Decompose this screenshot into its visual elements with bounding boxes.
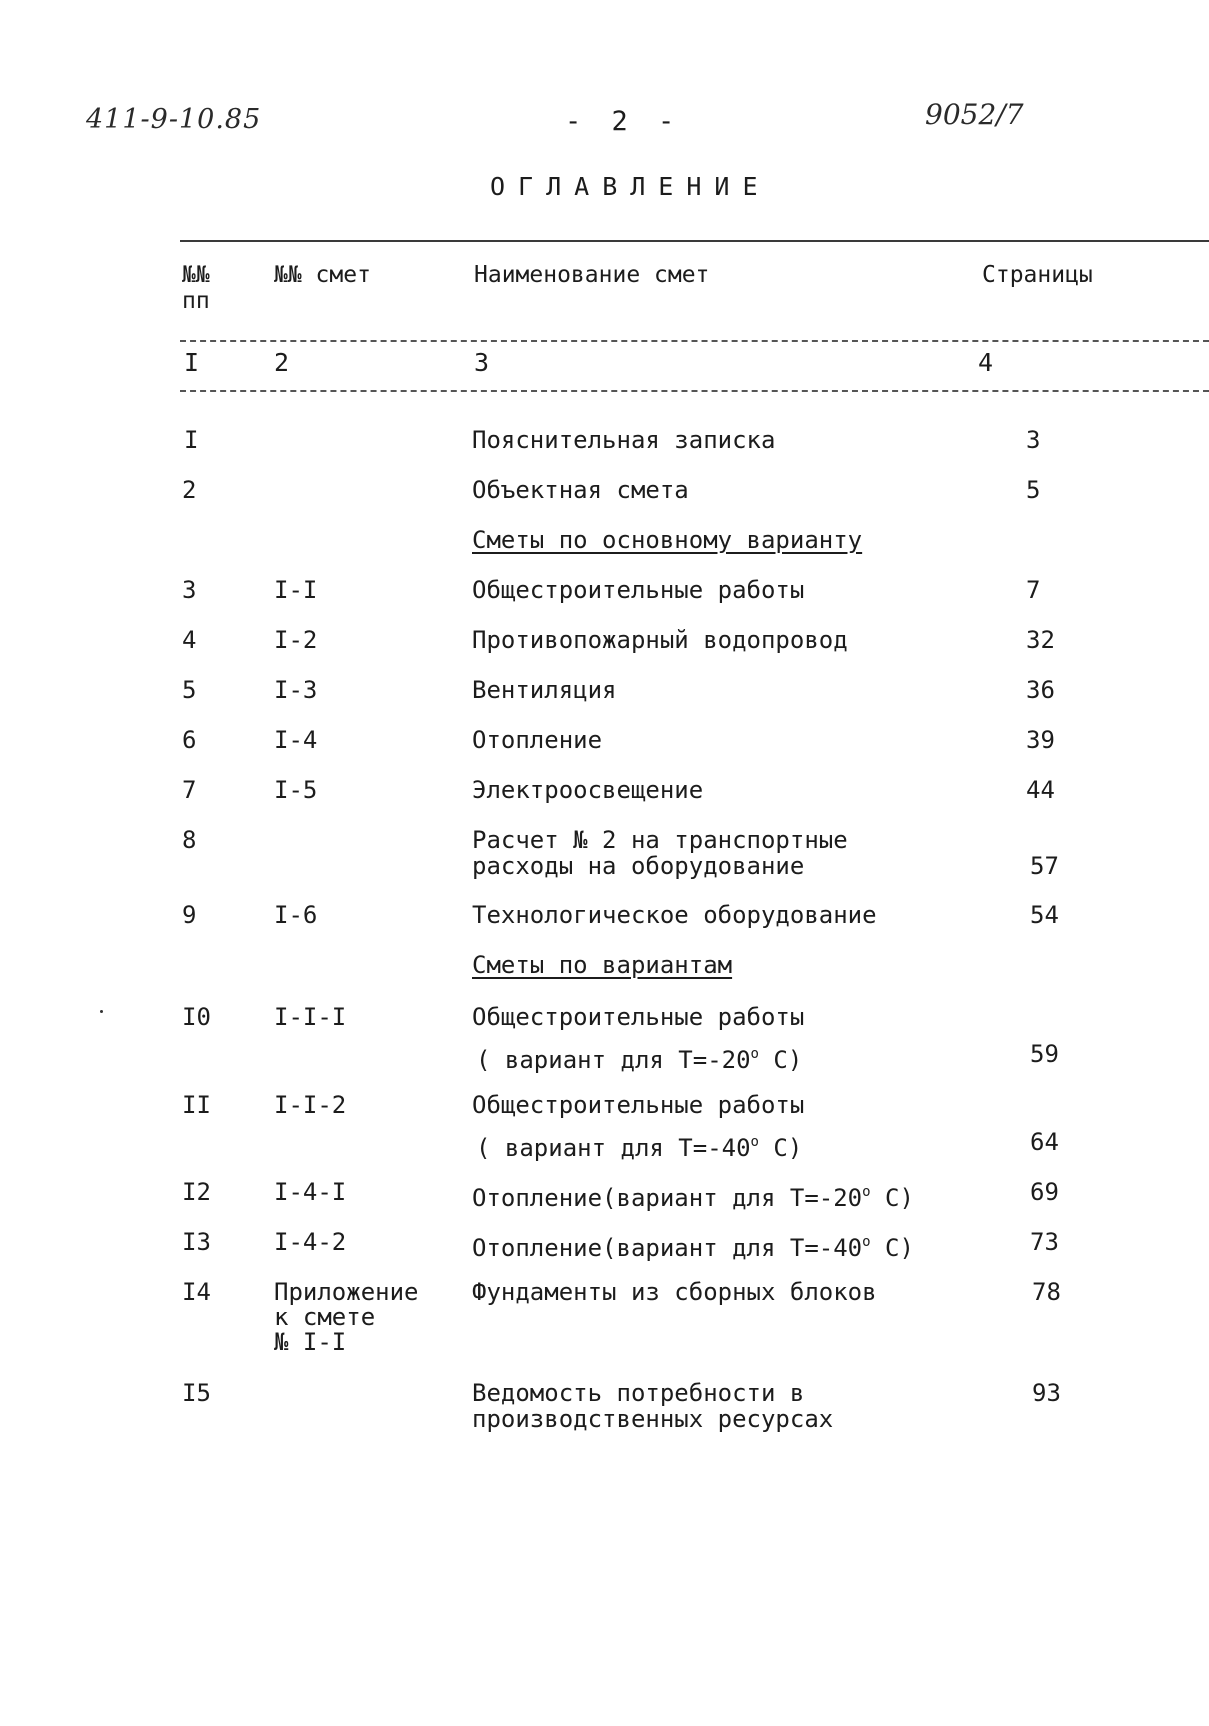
page-number: - 2 - [565,106,675,137]
column-number-rule [180,390,1209,392]
row-page: 3 [1026,426,1041,454]
row-estimate: I-I [274,576,318,604]
row-page: 73 [1030,1228,1059,1256]
row-name: Противопожарный водопровод [472,626,848,654]
row-name: Отопление(вариант для $Т=-20^o$ С) [472,1184,914,1212]
row-estimate: I-6 [274,901,318,929]
col-number-3: 3 [474,348,490,377]
row-number: 5 [182,676,197,704]
row-name: Отопление [472,726,603,754]
row-name: Объектная смета [472,476,689,504]
row-page: 57 [1030,852,1059,880]
row-page: 78 [1032,1278,1061,1306]
row-page: 36 [1026,676,1055,704]
row-estimate: I-5 [274,776,318,804]
row-estimate: I-3 [274,676,318,704]
table-top-rule [180,240,1209,242]
row-name: Электроосвещение [472,776,704,804]
row-page: 32 [1026,626,1055,654]
row-estimate: I-I-I [274,1003,347,1031]
row-name-line1: Ведомость потребности в [472,1379,805,1407]
row-name-line1: Расчет № 2 на транспортные [472,826,848,854]
row-name: Технологическое оборудование [472,901,877,929]
row-number: I5 [182,1379,211,1407]
col-header-name: Наименование смет [474,262,710,288]
row-number: I2 [182,1178,211,1206]
col-number-1: I [184,348,200,377]
row-number: I [184,426,199,454]
row-number: II [182,1091,211,1119]
row-page: 64 [1030,1128,1059,1156]
row-number: I3 [182,1228,211,1256]
col-number-2: 2 [274,348,290,377]
row-name: Фундаменты из сборных блоков [472,1278,877,1306]
row-estimate-line2: к смете [274,1303,376,1331]
row-name: Пояснительная записка [472,426,776,454]
row-estimate: I-I-2 [274,1091,347,1119]
row-number: 4 [182,626,197,654]
row-number: 6 [182,726,197,754]
row-number: I0 [182,1003,211,1031]
row-page: 44 [1026,776,1055,804]
row-page: 59 [1030,1040,1059,1068]
row-estimate-line1: Приложение [274,1278,419,1306]
col-number-4: 4 [978,348,994,377]
row-estimate: I-4-2 [274,1228,347,1256]
row-number: 7 [182,776,197,804]
row-page: 7 [1026,576,1041,604]
row-number: 3 [182,576,197,604]
row-page: 39 [1026,726,1055,754]
row-name-line2: расходы на оборудование [472,852,805,880]
row-estimate-line3: № I-I [274,1328,347,1356]
sheet-number: 9052/7 [925,98,1024,131]
row-name-line2: ( вариант для $Т=-20^o$ С) [476,1046,803,1074]
row-page: 5 [1026,476,1041,504]
page-title: ОГЛАВЛЕНИЕ [490,172,771,201]
row-page: 93 [1032,1379,1061,1407]
row-name-line1: Общестроительные работы [472,1003,805,1031]
col-header-pages: Страницы [982,262,1093,288]
row-name: Отопление(вариант для $Т=-40^o$ С) [472,1234,914,1262]
section-heading-variants: Сметы по вариантам [472,951,733,979]
row-number: I4 [182,1278,211,1306]
row-name-line2: производственных ресурсах [472,1405,834,1433]
header-divider-rule [180,340,1209,342]
row-estimate: I-4-I [274,1178,347,1206]
row-number: 9 [182,901,197,929]
row-page: 54 [1030,901,1059,929]
row-number: 8 [182,826,197,854]
section-heading-main: Сметы по основному варианту [472,526,863,554]
scan-speck [100,1010,103,1013]
row-name-line2: ( вариант для $Т=-40^o$ С) [476,1134,803,1162]
row-estimate: I-2 [274,626,318,654]
row-estimate: I-4 [274,726,318,754]
col-header-estimate: №№ смет [274,262,371,288]
row-number: 2 [182,476,197,504]
row-page: 69 [1030,1178,1059,1206]
document-code: 411-9-10.85 [86,104,262,135]
col-header-number: №№ пп [182,262,210,314]
row-name-line1: Общестроительные работы [472,1091,805,1119]
row-name: Общестроительные работы [472,576,805,604]
row-name: Вентиляция [472,676,617,704]
